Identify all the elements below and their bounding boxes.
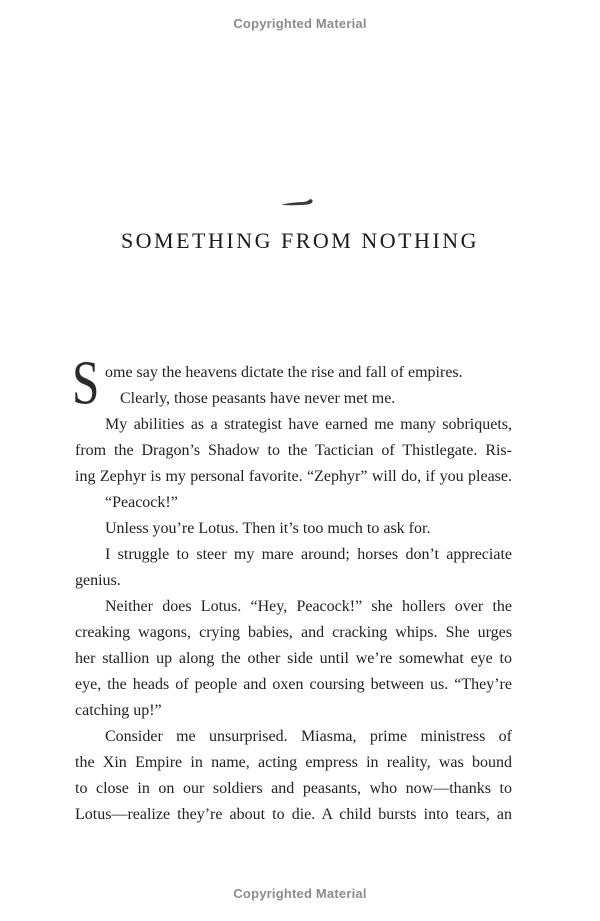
body-line: her stallion up along the other side until we’re somewhat eye to xyxy=(75,650,512,667)
body-line: “Peacock!” xyxy=(105,494,178,511)
drop-cap: S xyxy=(72,348,100,419)
body-line: from the Dragon’s Shadow to the Tactician of Thistlegate. Ris- xyxy=(75,442,512,459)
body-line: creaking wagons, crying babies, and cracking whips. She urges xyxy=(75,624,512,641)
body-line: the Xin Empire in name, acting empress in reality, was bound xyxy=(75,754,512,771)
chapter-title: SOMETHING FROM NOTHING xyxy=(120,228,480,253)
body-line: ing Zephyr is my personal favorite. “Zephyr” will do, if you please. xyxy=(75,468,512,485)
bottom-copyright-banner: Copyrighted Material xyxy=(233,886,367,901)
body-line: Neither does Lotus. “Hey, Peacock!” she hollers over the xyxy=(105,598,512,615)
body-line: catching up!” xyxy=(75,702,162,719)
body-line: Clearly, those peasants have never met me. xyxy=(120,390,396,407)
chapter-one-brushstroke-icon xyxy=(281,196,315,209)
body-line: genius. xyxy=(75,572,121,589)
body-text xyxy=(75,360,512,828)
body-line: eye, the heads of people and oxen coursing between us. “They’re xyxy=(75,676,512,693)
top-copyright-banner: Copyrighted Material xyxy=(233,16,367,31)
body-line: Consider me unsurprised. Miasma, prime ministress of xyxy=(105,728,512,745)
body-line: Lotus—realize they’re about to die. A child bursts into tears, an xyxy=(75,806,512,823)
body-line: ome say the heavens dictate the rise and fall of empires. xyxy=(105,364,463,381)
body-line: I struggle to steer my mare around; horses don’t appreciate xyxy=(105,546,512,563)
body-line: to close in on our soldiers and peasants, who now—thanks to xyxy=(75,780,512,797)
body-line: Unless you’re Lotus. Then it’s too much to ask for. xyxy=(105,520,431,537)
body-line: My abilities as a strategist have earned me many sobriquets, xyxy=(105,416,512,433)
